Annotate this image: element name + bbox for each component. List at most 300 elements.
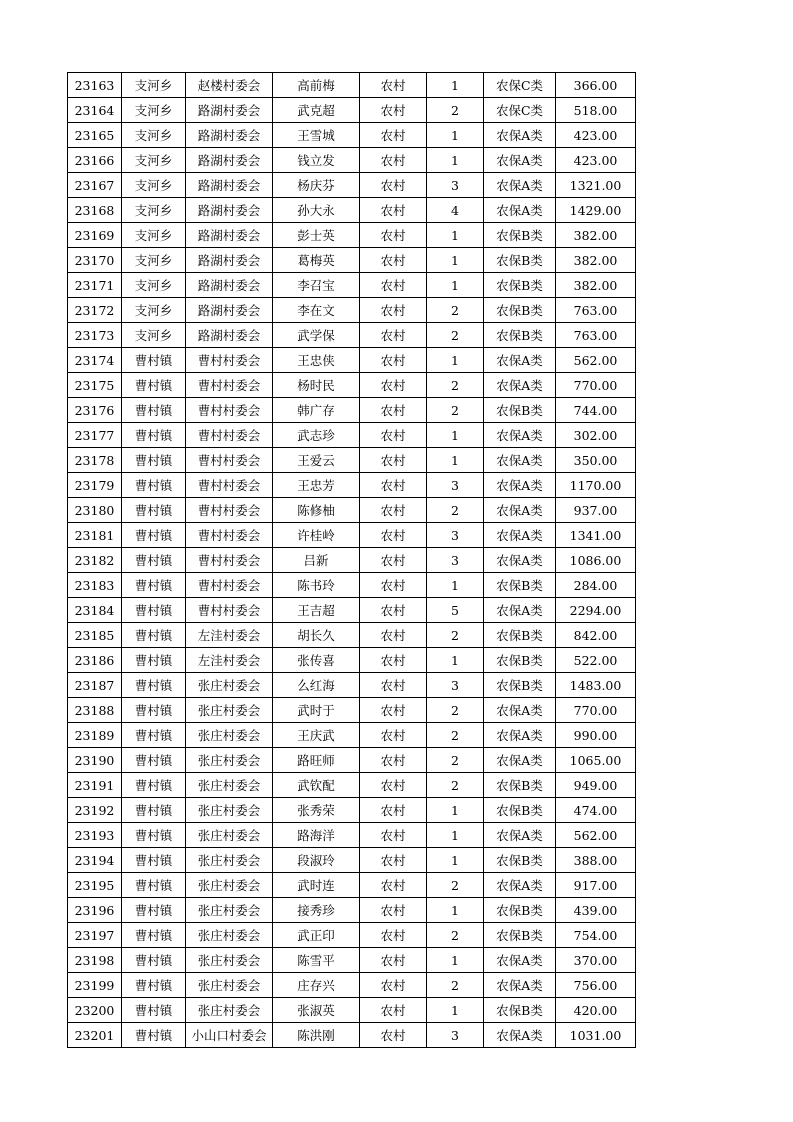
category-cell: 农村 <box>360 673 427 698</box>
record-id-cell: 23177 <box>68 423 122 448</box>
village-committee-cell: 左洼村委会 <box>186 648 273 673</box>
household-count-cell: 1 <box>427 248 484 273</box>
household-count-cell: 3 <box>427 473 484 498</box>
name-cell: 王爱云 <box>273 448 360 473</box>
amount-cell: 382.00 <box>556 223 636 248</box>
village-committee-cell: 曹村村委会 <box>186 523 273 548</box>
insurance-type-cell: 农保B类 <box>484 898 556 923</box>
village-committee-cell: 赵楼村委会 <box>186 73 273 98</box>
table-row <box>68 73 636 98</box>
name-cell: 李在文 <box>273 298 360 323</box>
village-committee-cell: 张庄村委会 <box>186 898 273 923</box>
amount-cell: 949.00 <box>556 773 636 798</box>
household-count-cell: 2 <box>427 298 484 323</box>
table-row <box>68 298 636 323</box>
township-cell: 曹村镇 <box>122 448 186 473</box>
household-count-cell: 2 <box>427 398 484 423</box>
insurance-type-cell: 农保A类 <box>484 348 556 373</box>
record-id-cell: 23189 <box>68 723 122 748</box>
table-row <box>68 998 636 1023</box>
village-committee-cell: 张庄村委会 <box>186 798 273 823</box>
table-row <box>68 973 636 998</box>
name-cell: 陈洪刚 <box>273 1023 360 1048</box>
village-committee-cell: 路湖村委会 <box>186 298 273 323</box>
name-cell: 路海洋 <box>273 823 360 848</box>
table-row <box>68 123 636 148</box>
table-row <box>68 798 636 823</box>
category-cell: 农村 <box>360 498 427 523</box>
township-cell: 曹村镇 <box>122 873 186 898</box>
household-count-cell: 1 <box>427 848 484 873</box>
table-row <box>68 498 636 523</box>
township-cell: 曹村镇 <box>122 548 186 573</box>
category-cell: 农村 <box>360 248 427 273</box>
record-id-cell: 23165 <box>68 123 122 148</box>
insurance-type-cell: 农保A类 <box>484 473 556 498</box>
township-cell: 曹村镇 <box>122 1023 186 1048</box>
insurance-type-cell: 农保A类 <box>484 948 556 973</box>
table-row <box>68 148 636 173</box>
table-row <box>68 898 636 923</box>
township-cell: 曹村镇 <box>122 498 186 523</box>
category-cell: 农村 <box>360 298 427 323</box>
record-id-cell: 23190 <box>68 748 122 773</box>
household-count-cell: 1 <box>427 148 484 173</box>
category-cell: 农村 <box>360 98 427 123</box>
amount-cell: 382.00 <box>556 273 636 298</box>
name-cell: 武时连 <box>273 873 360 898</box>
table-row <box>68 573 636 598</box>
category-cell: 农村 <box>360 973 427 998</box>
insurance-type-cell: 农保B类 <box>484 648 556 673</box>
category-cell: 农村 <box>360 898 427 923</box>
amount-cell: 423.00 <box>556 123 636 148</box>
record-id-cell: 23186 <box>68 648 122 673</box>
amount-cell: 1483.00 <box>556 673 636 698</box>
village-committee-cell: 曹村村委会 <box>186 348 273 373</box>
insurance-type-cell: 农保A类 <box>484 173 556 198</box>
table-row <box>68 348 636 373</box>
name-cell: 武克超 <box>273 98 360 123</box>
table-row <box>68 648 636 673</box>
household-count-cell: 2 <box>427 623 484 648</box>
township-cell: 支河乡 <box>122 273 186 298</box>
insurance-type-cell: 农保B类 <box>484 998 556 1023</box>
insurance-type-cell: 农保B类 <box>484 848 556 873</box>
category-cell: 农村 <box>360 773 427 798</box>
table-row <box>68 198 636 223</box>
insurance-type-cell: 农保B类 <box>484 573 556 598</box>
household-count-cell: 3 <box>427 173 484 198</box>
amount-cell: 754.00 <box>556 923 636 948</box>
table-row <box>68 473 636 498</box>
amount-cell: 350.00 <box>556 448 636 473</box>
village-committee-cell: 张庄村委会 <box>186 748 273 773</box>
amount-cell: 917.00 <box>556 873 636 898</box>
record-id-cell: 23163 <box>68 73 122 98</box>
village-committee-cell: 张庄村委会 <box>186 848 273 873</box>
household-count-cell: 2 <box>427 373 484 398</box>
household-count-cell: 2 <box>427 698 484 723</box>
table-row <box>68 623 636 648</box>
insurance-type-cell: 农保A类 <box>484 373 556 398</box>
village-committee-cell: 张庄村委会 <box>186 673 273 698</box>
name-cell: 张秀荣 <box>273 798 360 823</box>
village-committee-cell: 张庄村委会 <box>186 873 273 898</box>
record-id-cell: 23180 <box>68 498 122 523</box>
insurance-type-cell: 农保A类 <box>484 198 556 223</box>
village-committee-cell: 张庄村委会 <box>186 973 273 998</box>
record-id-cell: 23173 <box>68 323 122 348</box>
amount-cell: 763.00 <box>556 298 636 323</box>
insurance-type-cell: 农保B类 <box>484 273 556 298</box>
amount-cell: 1065.00 <box>556 748 636 773</box>
name-cell: 杨时民 <box>273 373 360 398</box>
insurance-type-cell: 农保B类 <box>484 623 556 648</box>
amount-cell: 1321.00 <box>556 173 636 198</box>
record-id-cell: 23193 <box>68 823 122 848</box>
household-count-cell: 3 <box>427 1023 484 1048</box>
category-cell: 农村 <box>360 598 427 623</box>
village-committee-cell: 路湖村委会 <box>186 223 273 248</box>
record-id-cell: 23167 <box>68 173 122 198</box>
name-cell: 吕新 <box>273 548 360 573</box>
township-cell: 支河乡 <box>122 223 186 248</box>
insurance-type-cell: 农保B类 <box>484 398 556 423</box>
household-count-cell: 2 <box>427 98 484 123</box>
record-id-cell: 23188 <box>68 698 122 723</box>
name-cell: 武学保 <box>273 323 360 348</box>
category-cell: 农村 <box>360 473 427 498</box>
insurance-type-cell: 农保B类 <box>484 673 556 698</box>
village-committee-cell: 曹村村委会 <box>186 398 273 423</box>
village-committee-cell: 路湖村委会 <box>186 323 273 348</box>
name-cell: 韩广存 <box>273 398 360 423</box>
village-committee-cell: 张庄村委会 <box>186 823 273 848</box>
name-cell: 彭士英 <box>273 223 360 248</box>
household-count-cell: 1 <box>427 898 484 923</box>
name-cell: 张传喜 <box>273 648 360 673</box>
name-cell: 接秀珍 <box>273 898 360 923</box>
village-committee-cell: 曹村村委会 <box>186 373 273 398</box>
amount-cell: 1170.00 <box>556 473 636 498</box>
village-committee-cell: 曹村村委会 <box>186 473 273 498</box>
household-count-cell: 1 <box>427 223 484 248</box>
category-cell: 农村 <box>360 848 427 873</box>
village-committee-cell: 张庄村委会 <box>186 773 273 798</box>
record-id-cell: 23196 <box>68 898 122 923</box>
table-row <box>68 698 636 723</box>
name-cell: 么红海 <box>273 673 360 698</box>
village-committee-cell: 张庄村委会 <box>186 998 273 1023</box>
name-cell: 王忠芳 <box>273 473 360 498</box>
village-committee-cell: 张庄村委会 <box>186 948 273 973</box>
household-count-cell: 2 <box>427 923 484 948</box>
name-cell: 王吉超 <box>273 598 360 623</box>
household-count-cell: 1 <box>427 823 484 848</box>
record-id-cell: 23176 <box>68 398 122 423</box>
record-id-cell: 23169 <box>68 223 122 248</box>
village-committee-cell: 路湖村委会 <box>186 123 273 148</box>
amount-cell: 420.00 <box>556 998 636 1023</box>
name-cell: 武钦配 <box>273 773 360 798</box>
village-committee-cell: 张庄村委会 <box>186 723 273 748</box>
household-count-cell: 3 <box>427 548 484 573</box>
category-cell: 农村 <box>360 923 427 948</box>
benefit-table <box>67 72 636 1048</box>
amount-cell: 562.00 <box>556 823 636 848</box>
table-row <box>68 823 636 848</box>
record-id-cell: 23187 <box>68 673 122 698</box>
insurance-type-cell: 农保B类 <box>484 773 556 798</box>
amount-cell: 937.00 <box>556 498 636 523</box>
township-cell: 曹村镇 <box>122 723 186 748</box>
record-id-cell: 23171 <box>68 273 122 298</box>
amount-cell: 439.00 <box>556 898 636 923</box>
insurance-type-cell: 农保A类 <box>484 548 556 573</box>
village-committee-cell: 路湖村委会 <box>186 173 273 198</box>
household-count-cell: 1 <box>427 948 484 973</box>
village-committee-cell: 路湖村委会 <box>186 198 273 223</box>
category-cell: 农村 <box>360 173 427 198</box>
table-row <box>68 723 636 748</box>
township-cell: 曹村镇 <box>122 523 186 548</box>
record-id-cell: 23198 <box>68 948 122 973</box>
amount-cell: 370.00 <box>556 948 636 973</box>
record-id-cell: 23184 <box>68 598 122 623</box>
amount-cell: 518.00 <box>556 98 636 123</box>
township-cell: 曹村镇 <box>122 823 186 848</box>
insurance-type-cell: 农保A类 <box>484 423 556 448</box>
category-cell: 农村 <box>360 423 427 448</box>
table-row <box>68 523 636 548</box>
township-cell: 支河乡 <box>122 248 186 273</box>
category-cell: 农村 <box>360 548 427 573</box>
table-row <box>68 548 636 573</box>
village-committee-cell: 张庄村委会 <box>186 923 273 948</box>
record-id-cell: 23181 <box>68 523 122 548</box>
name-cell: 陈书玲 <box>273 573 360 598</box>
insurance-type-cell: 农保B类 <box>484 248 556 273</box>
name-cell: 高前梅 <box>273 73 360 98</box>
village-committee-cell: 张庄村委会 <box>186 698 273 723</box>
household-count-cell: 1 <box>427 998 484 1023</box>
category-cell: 农村 <box>360 648 427 673</box>
category-cell: 农村 <box>360 573 427 598</box>
category-cell: 农村 <box>360 123 427 148</box>
name-cell: 武时于 <box>273 698 360 723</box>
amount-cell: 423.00 <box>556 148 636 173</box>
amount-cell: 388.00 <box>556 848 636 873</box>
village-committee-cell: 路湖村委会 <box>186 98 273 123</box>
category-cell: 农村 <box>360 523 427 548</box>
amount-cell: 366.00 <box>556 73 636 98</box>
table-row <box>68 598 636 623</box>
township-cell: 支河乡 <box>122 73 186 98</box>
insurance-type-cell: 农保B类 <box>484 798 556 823</box>
table-row <box>68 373 636 398</box>
household-count-cell: 4 <box>427 198 484 223</box>
name-cell: 陈修柚 <box>273 498 360 523</box>
table-row <box>68 1023 636 1048</box>
township-cell: 曹村镇 <box>122 848 186 873</box>
category-cell: 农村 <box>360 1023 427 1048</box>
record-id-cell: 23185 <box>68 623 122 648</box>
household-count-cell: 2 <box>427 748 484 773</box>
village-committee-cell: 曹村村委会 <box>186 423 273 448</box>
township-cell: 曹村镇 <box>122 948 186 973</box>
name-cell: 王忠侠 <box>273 348 360 373</box>
insurance-type-cell: 农保A类 <box>484 748 556 773</box>
record-id-cell: 23168 <box>68 198 122 223</box>
township-cell: 曹村镇 <box>122 898 186 923</box>
category-cell: 农村 <box>360 223 427 248</box>
township-cell: 曹村镇 <box>122 648 186 673</box>
household-count-cell: 2 <box>427 973 484 998</box>
township-cell: 支河乡 <box>122 173 186 198</box>
table-row <box>68 223 636 248</box>
table-row <box>68 98 636 123</box>
category-cell: 农村 <box>360 198 427 223</box>
record-id-cell: 23199 <box>68 973 122 998</box>
insurance-type-cell: 农保A类 <box>484 448 556 473</box>
amount-cell: 302.00 <box>556 423 636 448</box>
category-cell: 农村 <box>360 998 427 1023</box>
category-cell: 农村 <box>360 373 427 398</box>
township-cell: 曹村镇 <box>122 348 186 373</box>
village-committee-cell: 路湖村委会 <box>186 248 273 273</box>
household-count-cell: 1 <box>427 798 484 823</box>
name-cell: 段淑玲 <box>273 848 360 873</box>
category-cell: 农村 <box>360 448 427 473</box>
insurance-type-cell: 农保C类 <box>484 98 556 123</box>
amount-cell: 474.00 <box>556 798 636 823</box>
category-cell: 农村 <box>360 348 427 373</box>
table-row <box>68 873 636 898</box>
category-cell: 农村 <box>360 723 427 748</box>
category-cell: 农村 <box>360 748 427 773</box>
township-cell: 曹村镇 <box>122 698 186 723</box>
insurance-type-cell: 农保A类 <box>484 698 556 723</box>
insurance-type-cell: 农保A类 <box>484 973 556 998</box>
amount-cell: 763.00 <box>556 323 636 348</box>
township-cell: 支河乡 <box>122 198 186 223</box>
record-id-cell: 23194 <box>68 848 122 873</box>
township-cell: 曹村镇 <box>122 923 186 948</box>
table-row <box>68 173 636 198</box>
township-cell: 曹村镇 <box>122 773 186 798</box>
amount-cell: 770.00 <box>556 698 636 723</box>
name-cell: 杨庆芬 <box>273 173 360 198</box>
township-cell: 曹村镇 <box>122 598 186 623</box>
name-cell: 王雪城 <box>273 123 360 148</box>
name-cell: 庄存兴 <box>273 973 360 998</box>
village-committee-cell: 小山口村委会 <box>186 1023 273 1048</box>
village-committee-cell: 路湖村委会 <box>186 273 273 298</box>
record-id-cell: 23164 <box>68 98 122 123</box>
category-cell: 农村 <box>360 273 427 298</box>
township-cell: 支河乡 <box>122 123 186 148</box>
household-count-cell: 1 <box>427 73 484 98</box>
category-cell: 农村 <box>360 148 427 173</box>
insurance-type-cell: 农保A类 <box>484 823 556 848</box>
township-cell: 曹村镇 <box>122 673 186 698</box>
insurance-type-cell: 农保A类 <box>484 523 556 548</box>
township-cell: 曹村镇 <box>122 798 186 823</box>
name-cell: 张淑英 <box>273 998 360 1023</box>
category-cell: 农村 <box>360 698 427 723</box>
record-id-cell: 23183 <box>68 573 122 598</box>
amount-cell: 990.00 <box>556 723 636 748</box>
township-cell: 曹村镇 <box>122 573 186 598</box>
table-row <box>68 923 636 948</box>
household-count-cell: 2 <box>427 498 484 523</box>
record-id-cell: 23172 <box>68 298 122 323</box>
insurance-type-cell: 农保B类 <box>484 323 556 348</box>
table-row <box>68 848 636 873</box>
name-cell: 葛梅英 <box>273 248 360 273</box>
category-cell: 农村 <box>360 823 427 848</box>
category-cell: 农村 <box>360 323 427 348</box>
amount-cell: 382.00 <box>556 248 636 273</box>
township-cell: 曹村镇 <box>122 623 186 648</box>
township-cell: 曹村镇 <box>122 398 186 423</box>
record-id-cell: 23175 <box>68 373 122 398</box>
township-cell: 曹村镇 <box>122 998 186 1023</box>
household-count-cell: 1 <box>427 648 484 673</box>
village-committee-cell: 曹村村委会 <box>186 498 273 523</box>
name-cell: 孙大永 <box>273 198 360 223</box>
household-count-cell: 2 <box>427 873 484 898</box>
name-cell: 胡长久 <box>273 623 360 648</box>
household-count-cell: 1 <box>427 123 484 148</box>
category-cell: 农村 <box>360 398 427 423</box>
insurance-type-cell: 农保C类 <box>484 73 556 98</box>
table-row <box>68 423 636 448</box>
amount-cell: 562.00 <box>556 348 636 373</box>
table-row <box>68 673 636 698</box>
category-cell: 农村 <box>360 873 427 898</box>
category-cell: 农村 <box>360 73 427 98</box>
record-id-cell: 23192 <box>68 798 122 823</box>
household-count-cell: 2 <box>427 723 484 748</box>
table-body <box>68 73 636 1048</box>
township-cell: 支河乡 <box>122 298 186 323</box>
village-committee-cell: 曹村村委会 <box>186 448 273 473</box>
table-row <box>68 748 636 773</box>
amount-cell: 1031.00 <box>556 1023 636 1048</box>
township-cell: 支河乡 <box>122 323 186 348</box>
amount-cell: 744.00 <box>556 398 636 423</box>
record-id-cell: 23179 <box>68 473 122 498</box>
amount-cell: 2294.00 <box>556 598 636 623</box>
table-row <box>68 948 636 973</box>
amount-cell: 1429.00 <box>556 198 636 223</box>
household-count-cell: 3 <box>427 523 484 548</box>
township-cell: 支河乡 <box>122 98 186 123</box>
table-row <box>68 273 636 298</box>
insurance-type-cell: 农保B类 <box>484 923 556 948</box>
township-cell: 曹村镇 <box>122 473 186 498</box>
record-id-cell: 23195 <box>68 873 122 898</box>
insurance-type-cell: 农保A类 <box>484 498 556 523</box>
household-count-cell: 1 <box>427 348 484 373</box>
amount-cell: 284.00 <box>556 573 636 598</box>
household-count-cell: 2 <box>427 323 484 348</box>
insurance-type-cell: 农保A类 <box>484 148 556 173</box>
township-cell: 曹村镇 <box>122 423 186 448</box>
amount-cell: 522.00 <box>556 648 636 673</box>
